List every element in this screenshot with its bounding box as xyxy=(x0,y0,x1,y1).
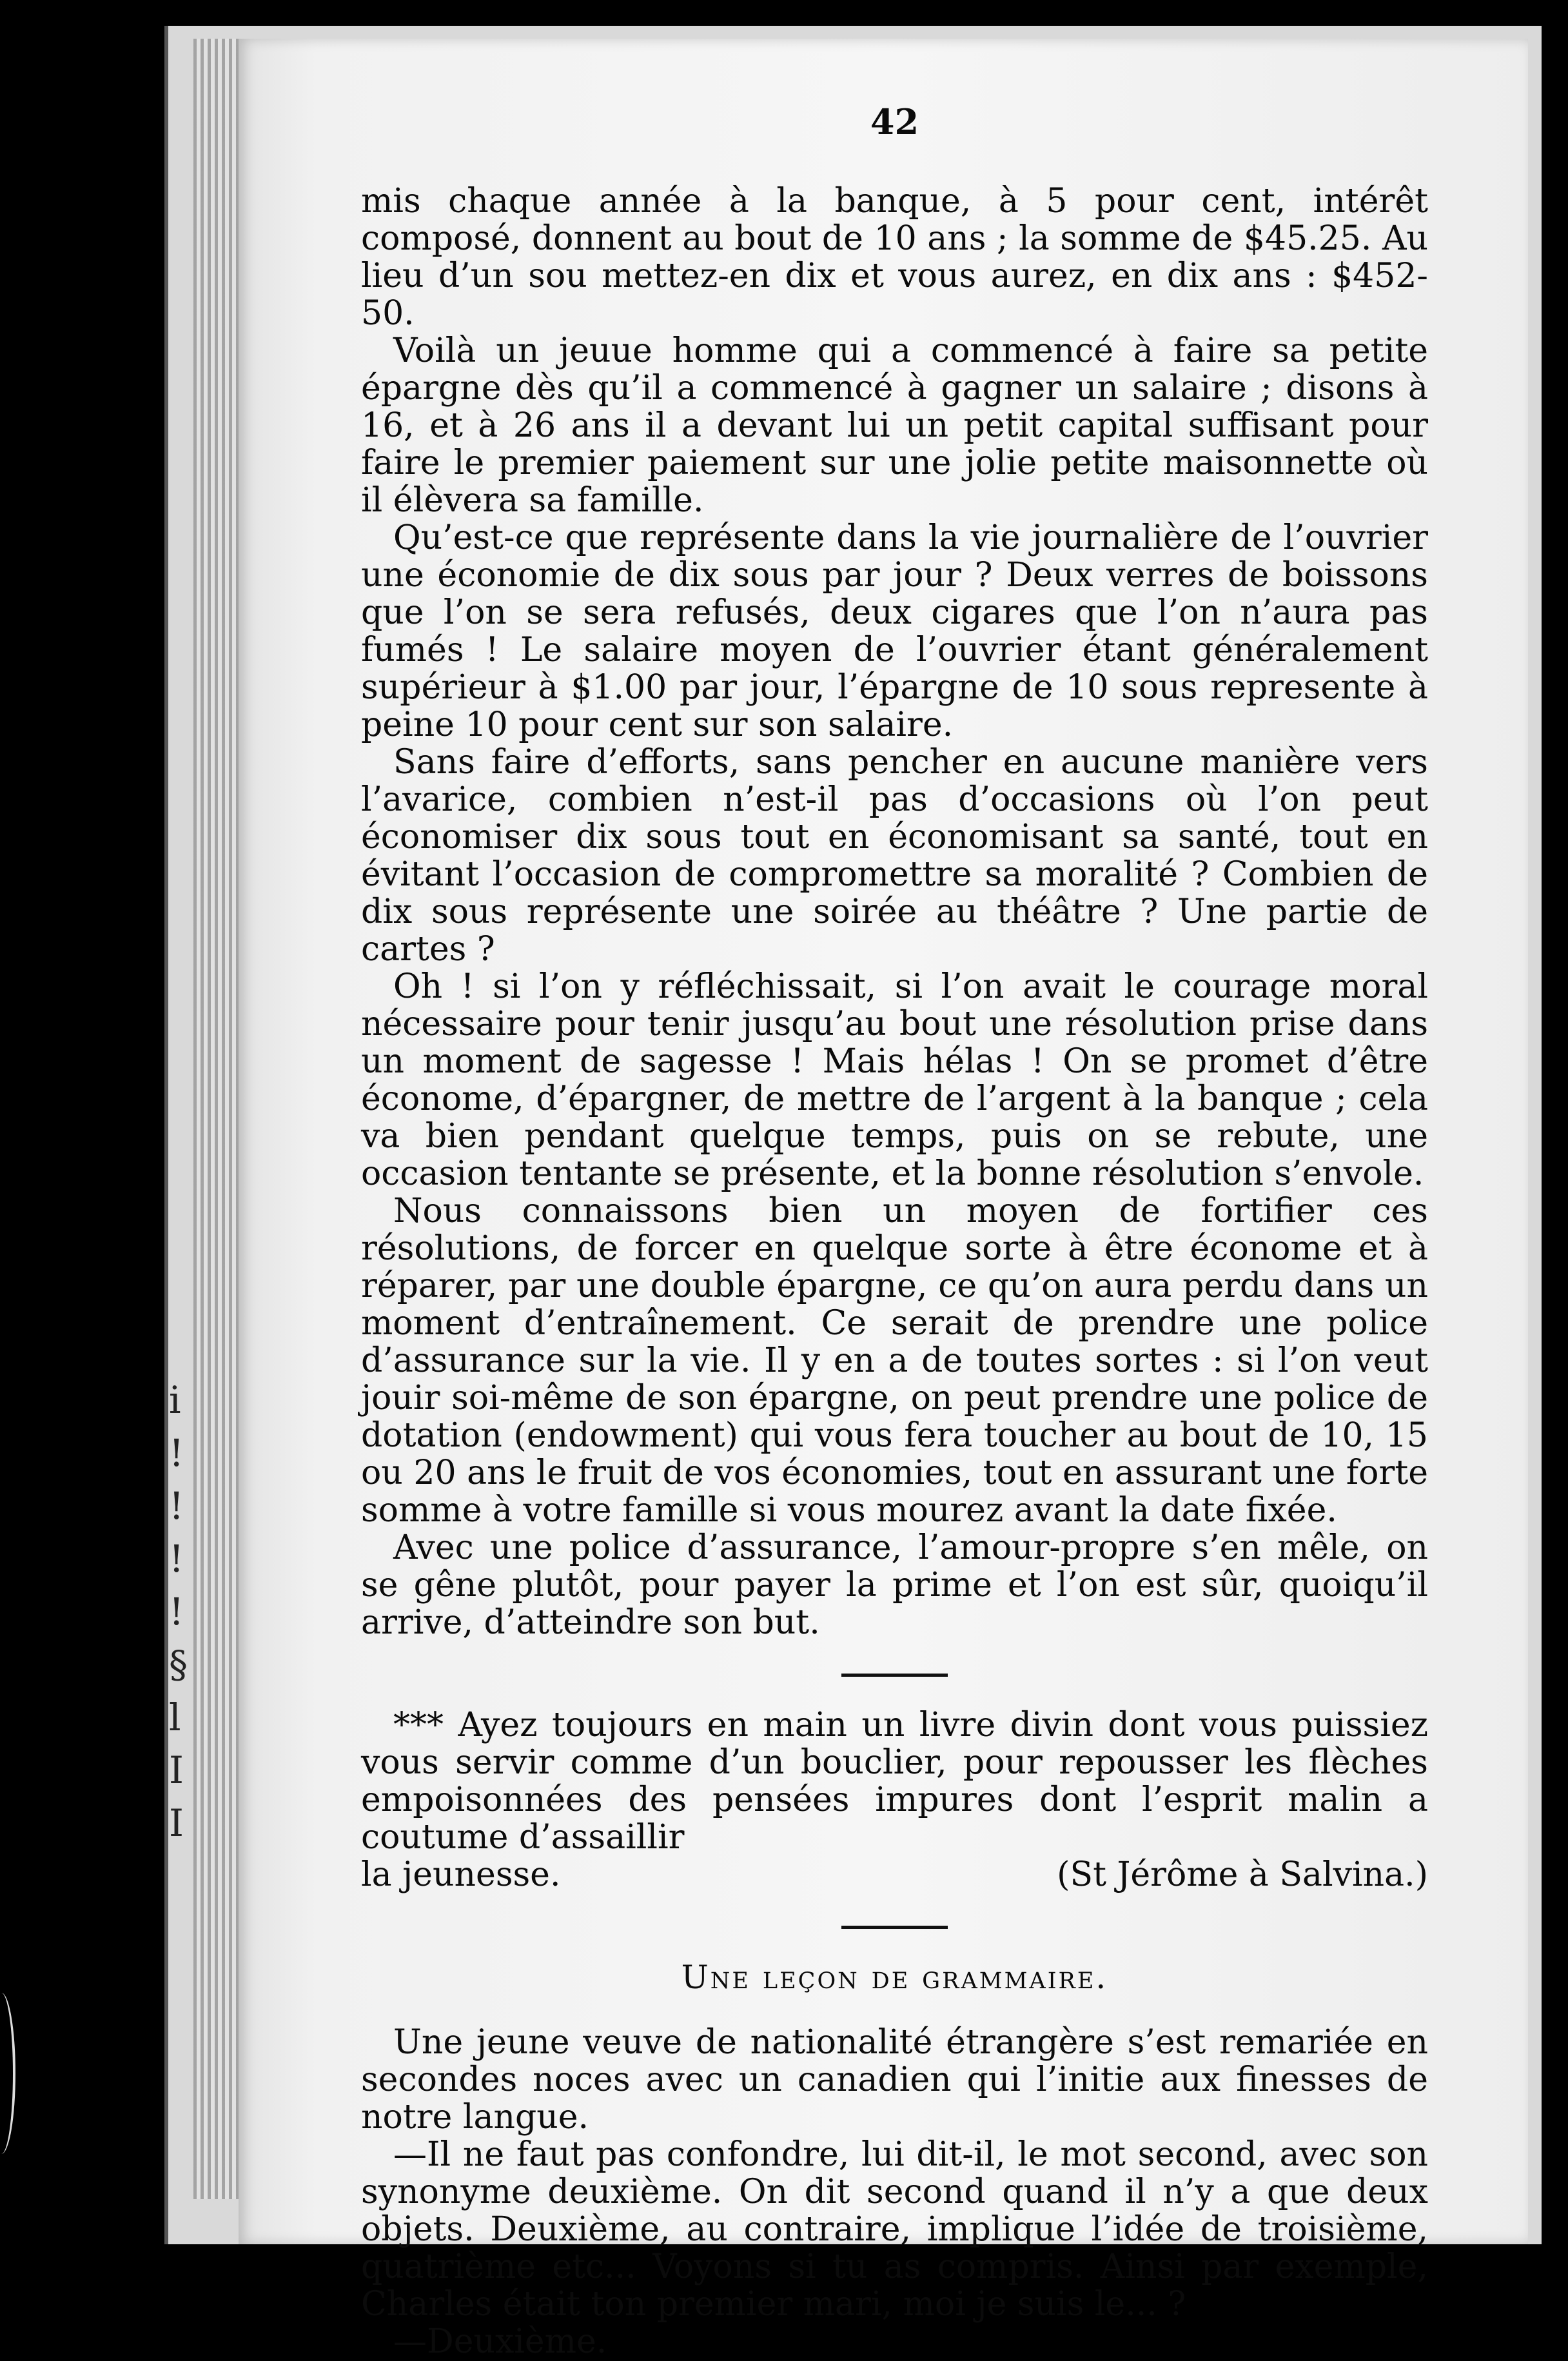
quote-text: *** Ayez toujours en main un livre divin dont vous puissiez vous servir comme d’un bouclier, pour repousser les flèches empoisonnées des pensées impures dont l’esprit malin a coutume d’assaillir xyxy=(361,1706,1428,1857)
paragraph: Avec une police d’assurance, l’amour-propre s’en mêle, on se gêne plutôt, pour payer la prime et l’on est sûr, quoiqu’il arrive, d’atteindre son but. xyxy=(361,1528,1428,1642)
story xyxy=(361,2024,1428,2360)
margin-mark: I xyxy=(169,1748,184,1792)
paragraph: Qu’est-ce que représente dans la vie journalière de l’ouvrier une économie de dix sous par jour ? Deux verres de boissons que l’on se sera refusés, deux cigares que l’on n’aura pas fumés ! Le salaire moyen de l’ouvrier étant généralement supérieur à $1.00 par jour, l’épargne de 10 sous represente à peine 10 pour cent sur son salaire. xyxy=(361,519,1428,744)
margin-mark: ! xyxy=(169,1590,184,1634)
section-heading-text: Une leçon de grammaire. xyxy=(681,1959,1108,1996)
quote-last-line xyxy=(361,1856,1428,1893)
paragraph: Oh ! si l’on y réfléchissait, si l’on avait le courage moral nécessaire pour tenir jusqu’au bout une résolution prise dans un moment de sagesse ! Mais hélas ! On se promet d’être économe, d’épargner, de mettre de l’argent à la banque ; cela va bien pendant quelque temps, puis on se rebute, une occasion tentante se présente, et la bonne résolution s’envole. xyxy=(361,967,1428,1193)
paragraph: Voilà un jeuue homme qui a commencé à faire sa petite épargne dès qu’il a commencé à gagner un salaire ; disons à 16, et à 26 ans il a devant lui un petit capital suffisant pour faire le premier paiement sur une jolie petite maisonnette où il élèvera sa famille. xyxy=(361,331,1428,520)
margin-mark: ! xyxy=(169,1484,184,1528)
section-divider xyxy=(841,1926,948,1929)
paragraph: Nous connaissons bien un moyen de fortifier ces résolutions, de forcer en quelque sorte à être économe et à réparer, par une double épargne, ce qu’on aura perdu dans un moment d’entraînement. Ce serait de prendre une police d’assurance sur la vie. Il y en a de toutes sortes : si l’on veut jouir soi-même de son épargne, on peut prendre une police de dotation (endowment) qui vous fera toucher au bout de 10, 15 ou 20 ans le fruit de vos économies, tout en assurant une forte somme à votre famille si vous mourez avant la date fixée. xyxy=(361,1192,1428,1530)
section-heading xyxy=(361,1959,1428,1998)
paragraph: Sans faire d’efforts, sans pencher en aucune manière vers l’avarice, combien n’est-il pas d’occasions où l’on peut économiser dix sous tout en économisant sa santé, tout en évitant l’occasion de compromettre sa moralité ? Combien de dix sous représente une soirée au théâtre ? Une partie de cartes ? xyxy=(361,743,1428,969)
section-divider xyxy=(841,1674,948,1677)
scan-edge-arc xyxy=(0,1993,15,2154)
margin-mark: I xyxy=(169,1801,184,1845)
margin-mark: ! xyxy=(169,1537,184,1581)
margin-mark: ! xyxy=(169,1431,184,1475)
margin-mark: i xyxy=(169,1378,181,1422)
story-paragraph: Une jeune veuve de nationalité étrangère s’est remariée en secondes noces avec un canadien qui l’initie aux finesses de notre langue. xyxy=(361,2023,1428,2137)
story-paragraph: —Deuxième. xyxy=(393,2322,607,2361)
quote-last-line-left: la jeunesse. xyxy=(361,1855,561,1894)
paragraph: mis chaque année à la banque, à 5 pour cent, intérêt composé, donnent au bout de 10 ans ; la somme de $45.25. Au lieu d’un sou mettez-en dix et vous aurez, en dix ans : $452-50. xyxy=(361,182,1428,333)
page-text xyxy=(361,103,1428,2360)
margin-mark: § xyxy=(169,1643,188,1686)
page-edges xyxy=(193,39,245,2199)
story-paragraph: —Il ne faut pas confondre, lui dit-il, le mot second, avec son synonyme deuxième. On dit second quand il n’y a que deux objets. Deuxième, au contraire, implique l’idée de troisième, quatrième etc... Voyons si tu as compris. Ainsi par exemple, Charles était ton premier mari, moi je suis le... ? xyxy=(361,2135,1428,2324)
margin-marks xyxy=(169,1374,195,1845)
quote-attribution: (St Jérôme à Salvina.) xyxy=(1057,1855,1428,1894)
page-number: 42 xyxy=(870,101,919,143)
margin-mark: l xyxy=(169,1695,181,1739)
